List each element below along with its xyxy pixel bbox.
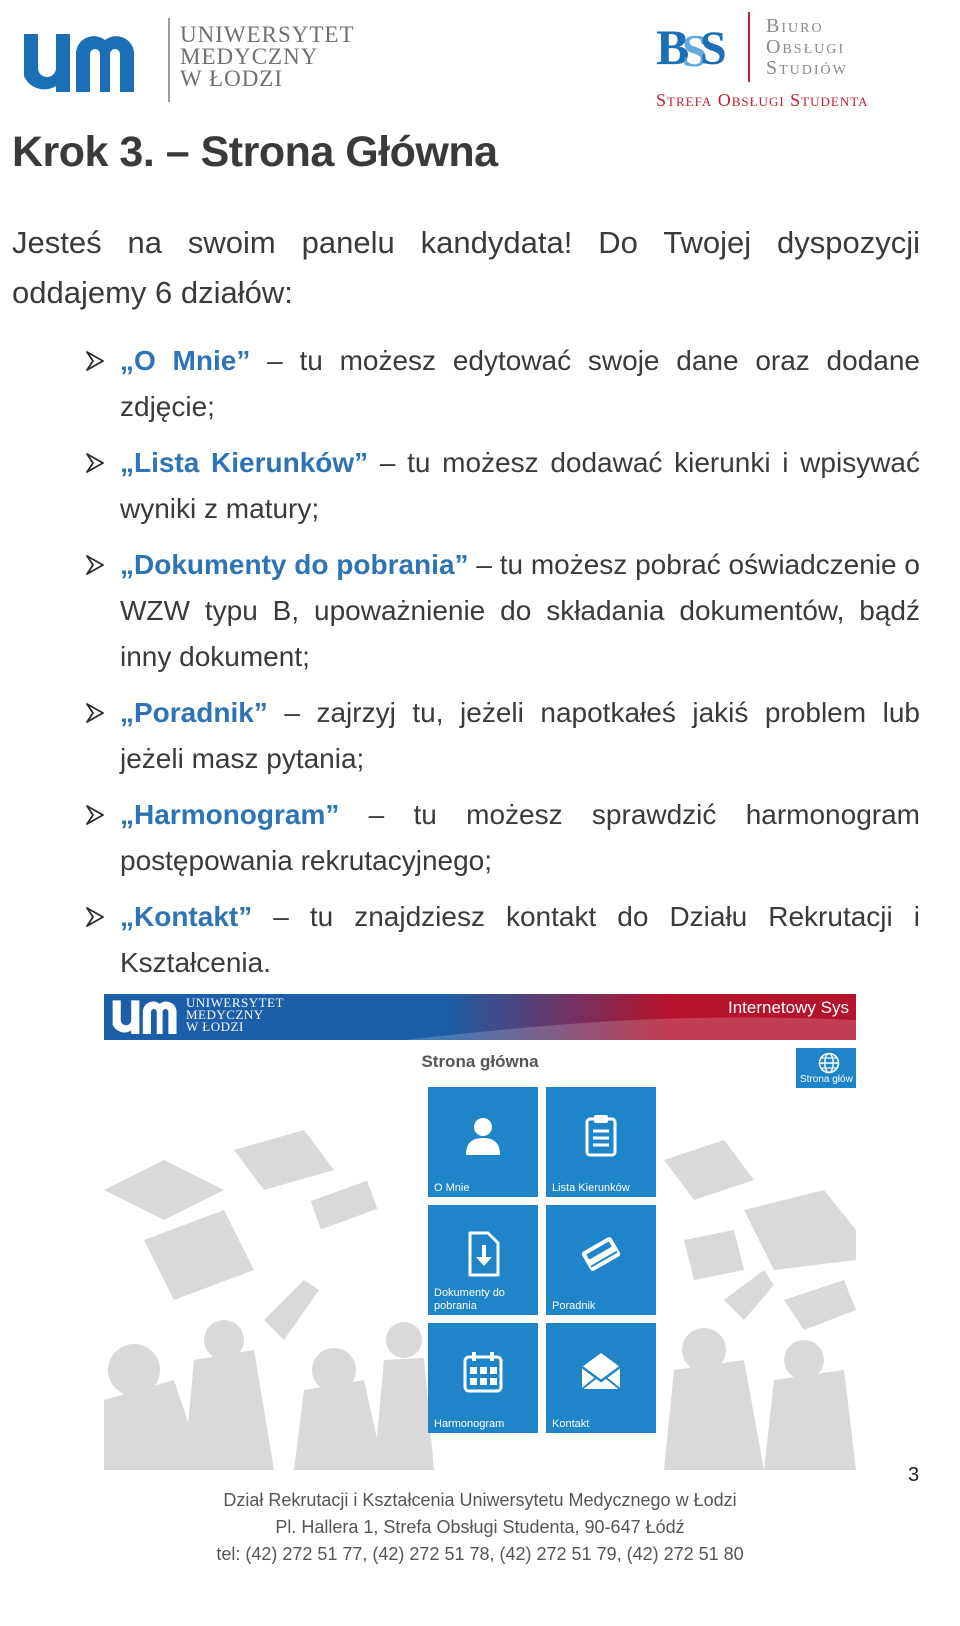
arrow-bullet-icon (84, 452, 106, 474)
screenshot-heading: Strona główna (421, 1052, 539, 1071)
section-description: – zajrzyj tu, jeżeli napotkałeś jakiś problem lub jeżeli masz pytania; (120, 697, 920, 774)
list-item (84, 792, 920, 884)
envelope-icon (576, 1347, 626, 1397)
bos-logo-line2: Obsługi (766, 36, 846, 58)
tile-lista-kierunkow[interactable] (546, 1087, 656, 1197)
section-description: – tu możesz sprawdzić harmonogram postępowania rekrutacyjnego; (120, 799, 920, 876)
list-item (84, 440, 920, 532)
section-name: „Dokumenty do pobrania” (120, 549, 469, 580)
tile-kontakt[interactable] (546, 1323, 656, 1433)
tile-poradnik[interactable] (546, 1205, 656, 1315)
list-item (84, 894, 920, 986)
screenshot-logo-line2: MEDYCZNY (186, 1007, 264, 1022)
arrow-bullet-icon (84, 906, 106, 928)
um-logo-divider (168, 18, 170, 102)
bos-logo-tagline: Strefa Obsługi Studenta (656, 90, 869, 110)
candidate-panel-screenshot (104, 994, 856, 1470)
tile-label: Kontakt (552, 1418, 590, 1430)
bos-logo-text (766, 16, 848, 79)
tile-label: Dokumenty do pobrania (434, 1287, 505, 1312)
um-logo-line3: W ŁODZI (180, 66, 284, 91)
svg-text:B: B (656, 19, 690, 74)
screenshot-logo-text (186, 997, 284, 1033)
intro-paragraph: Jesteś na swoim panelu kandydata! Do Twojej dyspozycji oddajemy 6 działów: (12, 225, 920, 310)
um-logo-text (180, 24, 355, 90)
page-number: 3 (908, 1464, 920, 1486)
tile-label: O Mnie (434, 1182, 470, 1194)
screenshot-um-logo-icon (110, 998, 178, 1034)
sections-list (84, 338, 920, 996)
screenshot-system-name: Internetowy Sys (728, 998, 849, 1017)
footer-line2: Pl. Hallera 1, Strefa Obsługi Studenta, 90-647 Łódź (275, 1517, 685, 1537)
um-logo-line1: UNIWERSYTET (180, 22, 355, 47)
footer (0, 1487, 960, 1568)
list-item (84, 542, 920, 680)
globe-icon (818, 1052, 840, 1074)
footer-line1: Dział Rekrutacji i Kształcenia Uniwersytetu Medycznego w Łodzi (223, 1490, 737, 1510)
book-icon (576, 1229, 626, 1279)
bos-logo-mark (656, 18, 734, 74)
list-item (84, 690, 920, 782)
bos-logo (656, 12, 936, 116)
section-description: – tu możesz edytować swoje dane oraz dodane zdjęcie; (120, 345, 920, 422)
bos-logo-divider (748, 12, 750, 82)
tile-label: Poradnik (552, 1300, 596, 1312)
tile-label: Harmonogram (434, 1418, 505, 1430)
tile-dokumenty-do-pobrania[interactable] (428, 1205, 538, 1315)
svg-text:S: S (700, 22, 727, 74)
section-name: „O Mnie” (120, 345, 251, 376)
screenshot-logo-line1: UNIWERSYTET (186, 995, 284, 1010)
tile-label: Lista Kierunków (552, 1182, 630, 1194)
section-name: „Poradnik” (120, 697, 268, 728)
page-title: Krok 3. – Strona Główna (12, 128, 498, 176)
user-icon (458, 1111, 508, 1161)
section-name: „Kontakt” (120, 901, 253, 932)
screenshot-logo-line3: W ŁODZI (186, 1019, 244, 1034)
arrow-bullet-icon (84, 554, 106, 576)
tile-harmonogram[interactable] (428, 1323, 538, 1433)
section-description: – tu znajdziesz kontakt do Działu Rekrutacji i Kształcenia. (120, 901, 920, 978)
section-description: – tu możesz dodawać kierunki i wpisywać wyniki z matury; (120, 447, 920, 524)
section-description: – tu możesz pobrać oświadczenie o WZW typu B, upoważnienie do składania dokumentów, bądź inny dokument; (120, 549, 920, 672)
home-button[interactable] (796, 1048, 856, 1088)
bos-logo-line1: Biuro (766, 15, 824, 37)
um-logo-line2: MEDYCZNY (180, 44, 319, 69)
arrow-bullet-icon (84, 702, 106, 724)
section-name: „Harmonogram” (120, 799, 340, 830)
bos-logo-line3: Studiów (766, 57, 848, 79)
footer-line3: tel: (42) 272 51 77, (42) 272 51 78, (42) 272 51 79, (42) 272 51 80 (216, 1544, 744, 1564)
um-logo-mark (22, 30, 134, 92)
clipboard-icon (576, 1111, 626, 1161)
download-document-icon (458, 1229, 508, 1279)
tile-o-mnie[interactable] (428, 1087, 538, 1197)
arrow-bullet-icon (84, 350, 106, 372)
svg-text:S: S (682, 25, 708, 74)
calendar-icon (458, 1347, 508, 1397)
list-item (84, 338, 920, 430)
arrow-bullet-icon (84, 804, 106, 826)
section-name: „Lista Kierunków” (120, 447, 369, 478)
home-button-label: Strona głów (800, 1074, 853, 1085)
